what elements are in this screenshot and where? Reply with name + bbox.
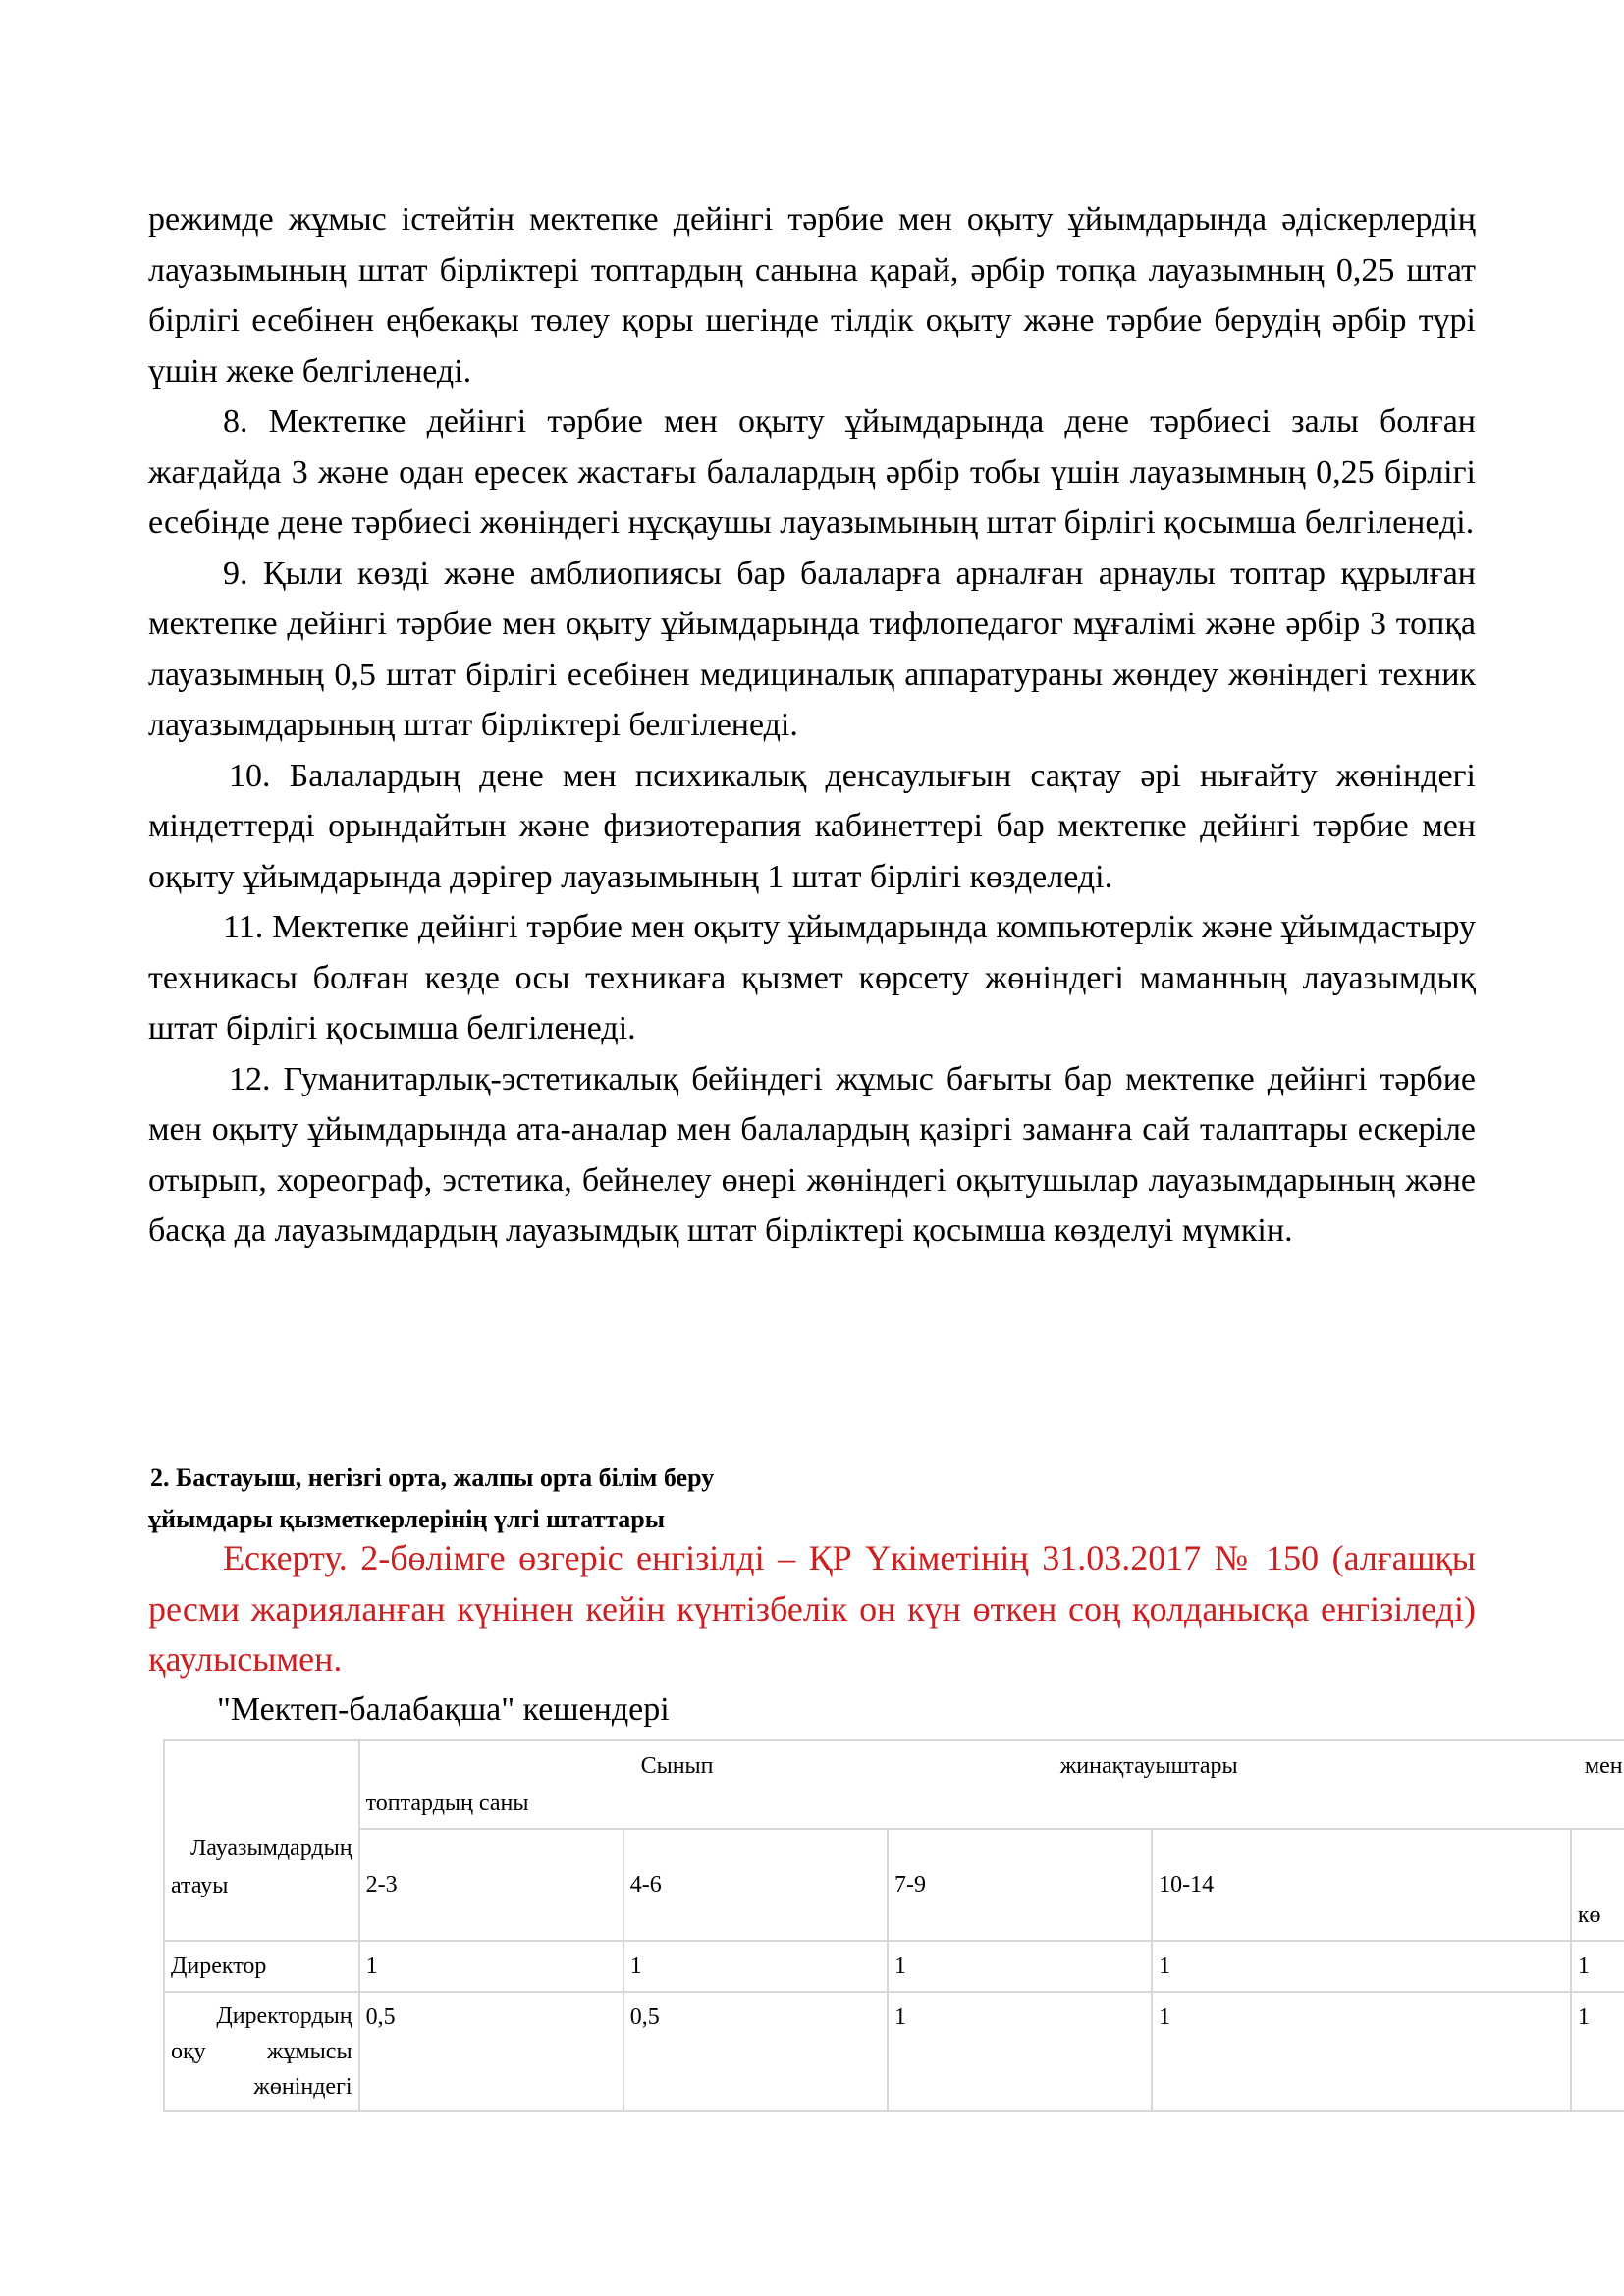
- row-name: Директор: [164, 1941, 359, 1992]
- cell-value: 0,5: [359, 1992, 623, 2111]
- cell-value: 1: [1152, 1992, 1571, 2111]
- paragraph-continuation: режимде жұмыс істейтін мектепке дейінгі тәрбие мен оқыту ұйымдарында әдіскерлердің лауазымының штат бірліктері топтардың санына қарай, әрбір топқа лауазымның 0,25 штат бірлігі есебінен еңбекақы төлеу қоры шегінде тілдік оқыту және тәрбие берудің әрбір түрі үшін жеке белгіленеді.: [148, 201, 1476, 390]
- paragraph-9: 9. Қыли көзді және амблиопиясы бар балаларға арналған арнаулы топтар құрылған мектепке дейінгі тәрбие мен оқыту ұйымдарында тифлопедагог мұғалімі және әрбір 3 топқа лауазымның 0,5 штат бірлігі есебінен медициналық аппаратураны жөндеу жөніндегі техник лауазымдарының штат бірліктері белгіленеді.: [148, 555, 1476, 743]
- cell-value: 1: [1571, 1941, 1624, 1992]
- position-header: Лауазымдардың атауы: [171, 1836, 352, 1898]
- paragraph-11: 11. Мектепке дейінгі тәрбие мен оқыту ұйымдарында компьютерлік және ұйымдастыру техникасы болған кезде осы техникаға қызмет көрсету жөніндегі маманның лауазымдық штат бірлігі қосымша белгіленеді.: [148, 909, 1476, 1046]
- row-name-line: жөніндегі: [253, 2074, 352, 2100]
- cell-value: 1: [1571, 1992, 1624, 2111]
- paragraph-10: 10. Балалардың дене мен психикалық денсаулығын сақтау әрі нығайту жөніндегі міндеттерді орындайтын және физиотерапия кабинеттері бар мектепке дейінгі тәрбие мен оқыту ұйымдарында дәрігер лауазымының 1 штат бірлігі көзделеді.: [148, 757, 1476, 895]
- column-header: кө: [1571, 1829, 1624, 1941]
- section-heading-line1: 2. Бастауыш, негізгі орта, жалпы орта білім беру: [150, 1464, 715, 1492]
- paragraph-12: 12. Гуманитарлық-эстетикалық бейіндегі жұмыс бағыты бар мектепке дейінгі тәрбие мен оқыту ұйымдарында ата-аналар мен балалардың қазіргі заманға сай талаптары ескеріле отырып, хореограф, эстетика, бейнелеу өнері жөніндегі оқытушылар лауазымдарының және басқа да лауазымдардың лауазымдық штат бірліктері қосымша көзделуі мүмкін.: [148, 1060, 1476, 1249]
- group-header-line2: топтардың саны: [365, 1790, 529, 1816]
- cell-value: 0,5: [623, 1992, 888, 2111]
- cell-value: 1: [888, 1941, 1152, 1992]
- paragraph-8: 8. Мектепке дейінгі тәрбие мен оқыту ұйымдарында дене тәрбиесі залы болған жағдайда 3 және одан ересек жастағы балалардың әрбір тобы үшін лауазымның 0,25 бірлігі есебінде дене тәрбиесі жөніндегі нұсқаушы лауазымының штат бірлігі қосымша белгіленеді.: [148, 403, 1476, 541]
- staff-table: [163, 1739, 1624, 2112]
- column-header: 7-9: [888, 1829, 1152, 1941]
- group-header-word-1: Сынып: [640, 1753, 714, 1779]
- table-caption: "Мектеп-балабақша" кешендері: [217, 1691, 670, 1728]
- table-header-row: [164, 1740, 1624, 1829]
- group-header-word-3: мен: [1584, 1753, 1623, 1779]
- cell-value: 1: [1152, 1941, 1571, 1992]
- row-name-line: оқу жұмысы: [171, 2039, 352, 2064]
- amendment-note: Ескерту. 2-бөлімге өзгеріс енгізілді – ҚР Үкіметінің 31.03.2017 № 150 (алғашқы ресми жарияланған күнінен кейін күнтізбелік он күн өткен соң қолданысқа енгізіледі) қаулысымен.: [148, 1538, 1476, 1679]
- row-name-line: Директордың: [216, 2003, 352, 2029]
- cell-value: 1: [888, 1992, 1152, 2111]
- table-row: [164, 1992, 1624, 2111]
- position-header-cell: [164, 1740, 359, 1941]
- group-header-word-2: жинақтауыштары: [1059, 1753, 1238, 1779]
- group-header-cell: [359, 1740, 1624, 1829]
- section-heading-line2: ұйымдары қызметкерлерінің үлгі штаттары: [148, 1505, 666, 1533]
- row-name: [164, 1992, 359, 2111]
- table-row: [164, 1941, 1624, 1992]
- cell-value: 1: [359, 1941, 623, 1992]
- column-header: 2-3: [359, 1829, 623, 1941]
- cell-value: 1: [623, 1941, 888, 1992]
- column-header-row: [164, 1829, 1624, 1941]
- column-header: 10-14: [1152, 1829, 1571, 1941]
- column-header: 4-6: [623, 1829, 888, 1941]
